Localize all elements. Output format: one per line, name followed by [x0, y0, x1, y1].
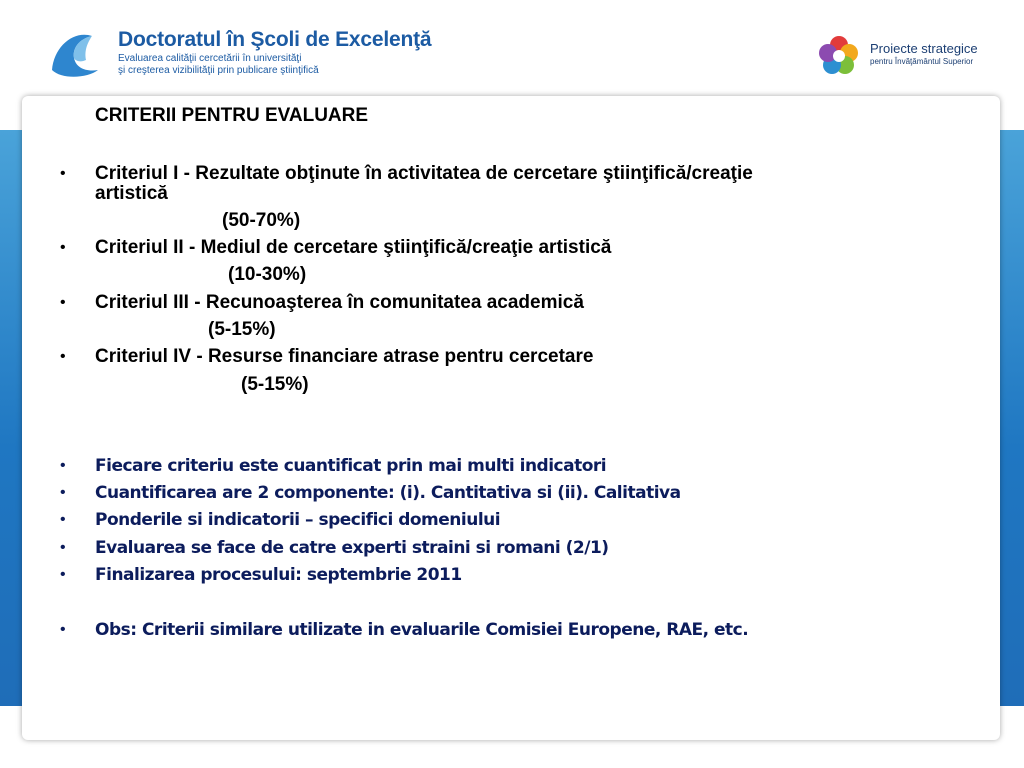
- bullet-icon: •: [60, 511, 66, 528]
- criterion-4-weight: (5-15%): [241, 374, 309, 395]
- header: [0, 0, 1024, 95]
- bullet-icon: •: [60, 621, 66, 638]
- bullet-icon: •: [60, 539, 66, 556]
- criterion-4-line-1: Criteriul IV - Resurse financiare atrase pentru cercetare: [95, 346, 594, 367]
- criterion-2-line-1: Criteriul II - Mediul de cercetare ştiinţifică/creaţie artistică: [95, 237, 612, 258]
- criterion-3-line-1: Criteriul III - Recunoaşterea în comunitatea academică: [95, 292, 584, 313]
- bullet-icon: •: [60, 165, 66, 182]
- slide-title: CRITERII PENTRU EVALUARE: [95, 105, 369, 126]
- criterion-1-weight: (50-70%): [222, 210, 301, 231]
- brand-subtitle-line-1: Evaluarea calităţii cercetării în universităţi: [118, 53, 302, 64]
- note-3: Ponderile si indicatorii – specifici domeniului: [95, 510, 501, 530]
- note-5: Finalizarea procesului: septembrie 2011: [95, 565, 462, 585]
- note-2: Cuantificarea are 2 componente: (i). Cantitativa si (ii). Calitativa: [95, 483, 681, 503]
- content-card: [22, 96, 1000, 740]
- criterion-1-line-2: artistică: [95, 183, 168, 204]
- bullet-icon: •: [60, 348, 66, 365]
- partner-title: Proiecte strategice: [870, 41, 978, 56]
- bullet-icon: •: [60, 294, 66, 311]
- note-1: Fiecare criteriu este cuantificat prin mai multi indicatori: [95, 456, 607, 476]
- brand-subtitle-line-2: şi creşterea vizibilităţii prin publicare ştiinţifică: [118, 65, 319, 76]
- criterion-1-line-1: Criteriul I - Rezultate obţinute în activitatea de cercetare ştiinţifică/creaţie: [95, 163, 753, 184]
- criterion-3-weight: (5-15%): [208, 319, 276, 340]
- partner-subtitle: pentru Învăţământul Superior: [870, 57, 974, 66]
- bullet-icon: •: [60, 239, 66, 256]
- criterion-2-weight: (10-30%): [228, 264, 307, 285]
- obs-note: Obs: Criterii similare utilizate in evaluarile Comisiei Europene, RAE, etc.: [95, 620, 749, 640]
- brand-title: Doctoratul în Şcoli de Excelenţă: [118, 28, 432, 51]
- note-4: Evaluarea se face de catre experti straini si romani (2/1): [95, 538, 609, 558]
- bullet-icon: •: [60, 484, 66, 501]
- bullet-icon: •: [60, 566, 66, 583]
- flower-logo-icon: [818, 34, 860, 76]
- bullet-icon: •: [60, 457, 66, 474]
- wave-logo-icon: [48, 28, 100, 80]
